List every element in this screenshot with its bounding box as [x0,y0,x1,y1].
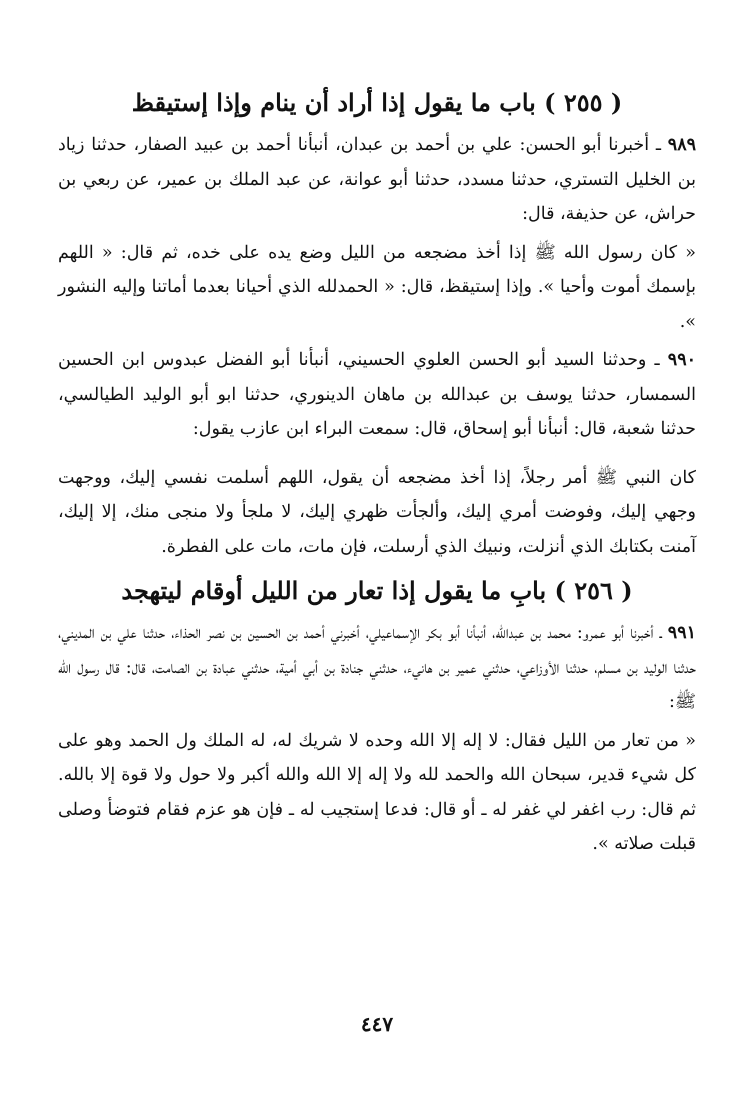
hadith-990-isnad [58,343,696,447]
hadith-989-isnad-text: ـ أخبرنا أبو الحسن: علي بن أحمد بن عبدان، أنبأنا أحمد بن عبيد الصفار، حدثنا زياد بن الخليل التستري، حدثنا مسدد، حدثنا أبو عوانة، عن عبد الملك بن عمير، عن ربعي بن حراش، عن حذيفة، قال: [58,135,696,224]
section-heading-255: ( ٢٥٥ ) باب ما يقول إذا أراد أن ينام وإذا إستيقظ [131,88,623,117]
hadith-number-989: ٩٨٩ [667,135,696,155]
hadith-991-isnad [58,616,696,720]
hadith-990-isnad-text: ـ وحدثنا السيد أبو الحسن العلوي الحسيني، أنبأنا أبو الفضل عبدوس ابن الحسين السمسار، حدثنا يوسف بن عبدالله بن ماهان الدينوري، حدثنا ابو أبو الوليد الطيالسي، حدثنا شعبة، قال: أنبأنا أبو إسحاق، قال: سمعت البراء ابن عازب يقول: [58,350,696,439]
hadith-991-isnad-text: ـ أخبرنا أبو عمرو: محمد بن عبدالله، أنبأنا أبو بكر الإسماعيلي، أخبرني أحمد بن الحسين بن نصر الحذاء، حدثنا علي بن المديني، حدثنا الوليد بن مسلم، حدثنا الأوزاعي، حدثني عمير بن هانيء، حدثني جنادة بن أبي أمية، حدثني عبادة بن الصامت، قال: قال رسول الله ﷺ: [58,623,696,712]
hadith-number-990: ٩٩٠ [667,350,696,370]
page-number: ٤٤٧ [360,1012,394,1036]
hadith-number-991: ٩٩١ [667,623,696,643]
hadith-989-matn: « كان رسول الله ﷺ إذا أخذ مضجعه من الليل وضع يده على خده، ثم قال: « اللهم بإسمك أموت وأحيا ». وإذا إستيقظ، قال: « الحمدلله الذي أحيانا بعدما أماتنا وإليه النشور ». [58,242,696,332]
hadith-991-matn: « من تعار من الليل فقال: لا إله إلا الله وحده لا شريك له، له الملك ول الحمد وهو على كل شيء قدير، سبحان الله والحمد لله ولا إله إلا الله والله أكبر ولا حول ولا قوة إلا بالله. ثم قال: رب اغفر لي غفر له ـ أو قال: فدعا إستجيب له ـ فإن هو عزم فقام فتوضأ وصلى قبلت صلاته ». [58,730,696,854]
hadith-990-matn: كان النبي ﷺ أمر رجلاً، إذا أخذ مضجعه أن يقول، اللهم أسلمت نفسي إليك، ووجهت وجهي إليك، وفوضت أمري إليك، وألجأت ظهري إليك، لا ملجأ ولا منجى منك، إلا إليك، آمنت بكتابك الذي أنزلت، ونبيك الذي أرسلت، فإن مات، مات على الفطرة. [58,467,696,557]
section-heading-256: ( ٢٥٦ ) بابِ ما يقول إذا تعار من الليل أوقام ليتهجد [121,576,633,605]
hadith-989-isnad [58,128,696,232]
